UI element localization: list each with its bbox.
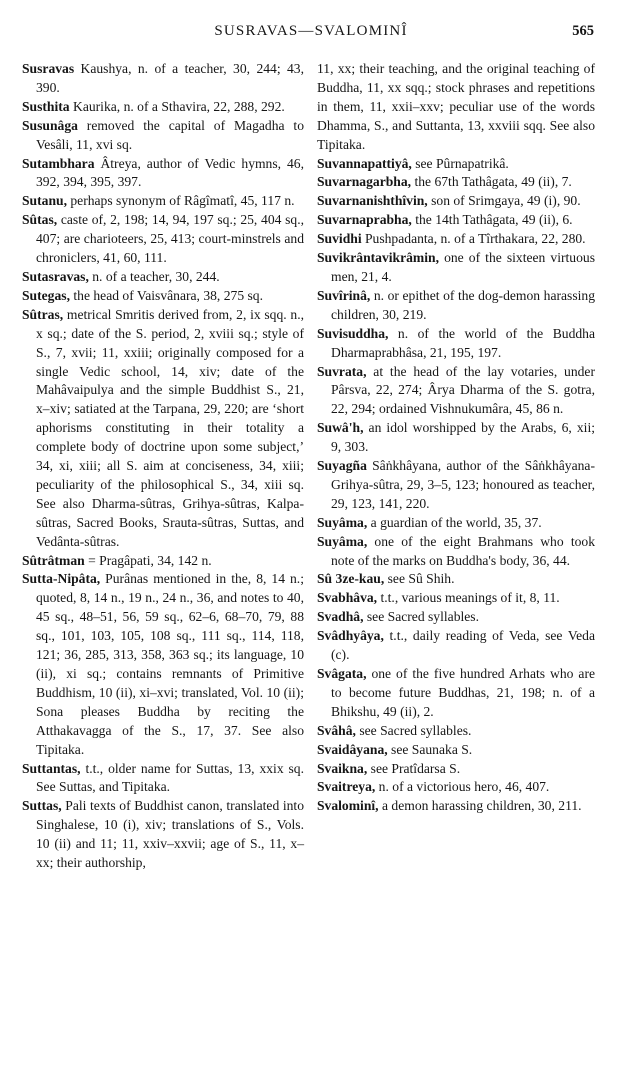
entry-text: one of the eight Brahmans who took note of the marks on Buddha's body, 36, 44. [331, 533, 595, 568]
index-entry [317, 665, 595, 722]
entry-text: an idol worshipped by the Arabs, 6, xii; 9, 303. [331, 420, 595, 455]
entry-headword: Svaitreya, [317, 779, 376, 795]
page-number: 565 [572, 23, 594, 39]
entry-text: caste of, 2, 198; 14, 94, 197 sq.; 25, 404 sq., 407; are charioteers, 25, 413; court-minstrels and chroniclers, 41, 60, 111. [36, 212, 304, 266]
entry-text: Pali texts of Buddhist canon, translated into Singhalese, 10 (i), xiv; translations of S., Vols. 10 (ii) and 11; 11, xxiv–xxvii; age of S., 11, x–xx; their authorship, [36, 798, 304, 871]
index-entry [22, 117, 304, 155]
entry-text: Kaurika, n. of a Sthavira, 22, 288, 292. [69, 98, 285, 114]
entry-headword: Sutta-Nipâta, [22, 571, 101, 587]
entry-headword: Svâdhyâya, [317, 628, 384, 644]
entry-text: Pushpadanta, n. of a Tîrthakara, 22, 280. [361, 231, 586, 247]
entry-headword: Sutambhara [22, 155, 95, 171]
index-entry [317, 514, 595, 533]
index-entry [317, 230, 595, 249]
entry-headword: Suwâ'h, [317, 420, 364, 436]
entry-text: n. of a victorious hero, 46, 407. [375, 779, 550, 795]
entry-text: see Sacred syllables. [363, 609, 479, 625]
entry-headword: Suvarnaprabha, [317, 212, 412, 228]
entry-headword: Suttas, [22, 798, 62, 814]
entry-headword: Suvisuddha, [317, 325, 389, 341]
entry-headword: Suvannapattiyâ, [317, 155, 412, 171]
index-entry [317, 533, 595, 571]
index-entry [317, 741, 595, 760]
index-entry [22, 60, 304, 98]
entry-text: the 67th Tathâgata, 49 (ii), 7. [411, 174, 572, 190]
entry-headword: Suyâma, [317, 533, 368, 549]
entry-headword: Suttantas, [22, 760, 81, 776]
entry-text: see Sacred syllables. [355, 722, 472, 738]
entry-text: = Pragâpati, 34, 142 n. [84, 552, 212, 568]
index-entry [22, 760, 304, 798]
entry-headword: Suvîrinâ, [317, 287, 371, 303]
index-entry [22, 268, 304, 287]
index-entry [317, 419, 595, 457]
entry-headword: Sû 3ze-kau, [317, 571, 385, 587]
entry-text: n. of the world of the Buddha Dharmaprabhâsa, 21, 195, 197. [331, 325, 595, 360]
entry-text: the 14th Tathâgata, 49 (ii), 6. [411, 212, 573, 228]
entry-headword: Suvidhi [317, 231, 362, 247]
entry-headword: Sutegas, [22, 287, 70, 303]
entry-text: see Sû Shih. [384, 571, 455, 587]
entry-text: metrical Smritis derived from, 2, ix sqq. n., x sq.; date of the S. period, 2, xviii sq.; style of S., 7, xvii; 11, xxiii; originally composed for a single Vedic school, 14, xiv; date of the Mahâvaipulya and the simple Buddhist S., 21, x–xiv; satiated at the Tarpana, 29, 220; are ‘short aphorisms constituting in their totality a complete body of doctrine upon some subject,’ 34, xi, xiii; all S. aim at conciseness, 34, xiii; peculiarity of the philosophical S., 34, xiii sq. See also Dharma-sûtras, Grihya-sûtras, Kalpa-sûtras, Sacred Books, Srauta-sûtras, Suttas, and Vedânta-sûtras. [36, 306, 304, 549]
entry-headword: Sûtras, [22, 306, 64, 322]
entry-text: Kaushya, n. of a teacher, 30, 244; 43, 390. [36, 61, 304, 95]
entry-text: a demon harassing children, 30, 211. [378, 798, 582, 814]
left-column [22, 60, 304, 873]
index-entry [317, 211, 595, 230]
index-entry [317, 608, 595, 627]
index-entry [317, 155, 595, 174]
index-entry [317, 192, 595, 211]
index-entry [22, 306, 304, 552]
entry-text: see Saunaka S. [387, 741, 473, 757]
index-entry [317, 627, 595, 665]
entry-headword: Suyagña [317, 458, 367, 474]
index-entry [317, 60, 595, 155]
index-entry [317, 589, 595, 608]
index-entry [317, 249, 595, 287]
index-entry [22, 211, 304, 268]
entry-headword: Suvikrântavikrâmin, [317, 250, 439, 266]
entry-headword: Svâhâ, [317, 722, 356, 738]
entry-headword: Sutanu, [22, 193, 67, 209]
index-entry [22, 552, 304, 571]
entry-text: the head of Vaisvânara, 38, 275 sq. [69, 287, 264, 303]
entry-text: a guardian of the world, 35, 37. [367, 514, 542, 530]
index-entry [22, 797, 304, 873]
entry-headword: Svâgata, [317, 666, 367, 681]
index-entry [317, 570, 595, 589]
running-title: SUSRAVAS—SVALOMINÎ [214, 23, 408, 39]
entry-text: removed the capital of Magadha to Vesâli, 11, xvi sq. [36, 117, 304, 152]
entry-headword: Svaidâyana, [317, 741, 388, 757]
entry-text: n. or epithet of the dog-demon harassing children, 30, 219. [331, 287, 595, 322]
index-entry [317, 325, 595, 363]
entry-text: one of the sixteen virtuous men, 21, 4. [331, 250, 595, 284]
entry-text: see Pûrnapatrikâ. [411, 155, 509, 171]
entry-text: Âtreya, author of Vedic hymns, 46, 392, 394, 395, 397. [36, 155, 304, 190]
entry-headword: Suvarnanishthîvin, [317, 193, 428, 209]
index-entry [22, 287, 304, 306]
entry-headword: Svalominî, [317, 798, 379, 814]
index-entry [22, 192, 304, 211]
entry-text: see Pratîdarsa S. [367, 760, 461, 776]
entry-text: at the head of the lay votaries, under Pârsva, 22, 274; Ârya Dharma of the S. gotra, 22, 294; ordained Vishnukumâra, 45, 86 n. [331, 363, 595, 417]
index-entry [317, 363, 595, 420]
index-entry [317, 760, 595, 779]
index-entry [22, 570, 304, 759]
entry-headword: Susthita [22, 98, 70, 114]
entry-headword: Susravas [22, 61, 75, 76]
entry-text: Sâṅkhâyana, author of the Sâṅkhâyana-Grihya-sûtra, 29, 3–5, 123; honoured as teacher, 29, 123, 141, 220. [331, 458, 595, 511]
index-entry [317, 778, 595, 797]
index-entry [22, 98, 304, 117]
entry-text: n. of a teacher, 30, 244. [88, 268, 220, 284]
entry-text: 11, xx; their teaching, and the original teaching of Buddha, 11, xx sqq.; stock phrases and repetitions in them, 11, xxii–xxv; peculiar use of the words Dhamma, S., and Suttanta, 13, xxviii sqq. See also Tipitaka. [317, 61, 595, 152]
entry-headword: Suvarnagarbha, [317, 174, 412, 190]
entry-text: t.t., various meanings of it, 8, 11. [377, 590, 560, 606]
entry-headword: Sûtrâtman [22, 552, 85, 568]
index-entry [317, 173, 595, 192]
entry-text: t.t., older name for Suttas, 13, xxix sq. See Suttas, and Tipitaka. [36, 760, 304, 795]
entry-text: Purânas mentioned in the, 8, 14 n.; quoted, 8, 14 n., 19 n., 24 n., 36, and notes to 40, 45 sq., 48–51, 56, 59 sq., 62–6, 68–70, 79, 88 sq., 101, 103, 105, 108 sq., 111 sq., 114, 118, 121; 36, 285, 313, 358, 363 sq.; its language, 10 (ii), xi sq.; contains remnants of Primitive Buddhism, 10 (ii), xi–xvi; translated, Vol. 10 (ii); Sona pleases Buddha by reciting the Atthakavagga of the S., 17, 37. See also Tipitaka. [36, 571, 304, 757]
entry-text: son of Srimgaya, 49 (i), 90. [427, 193, 581, 209]
entry-headword: Sûtas, [22, 212, 58, 228]
index-entry [317, 457, 595, 514]
entry-text: t.t., daily reading of Veda, see Veda (c). [331, 628, 595, 663]
page-header [0, 23, 622, 43]
entry-headword: Svaikna, [317, 760, 368, 776]
index-entry [317, 797, 595, 816]
right-column [317, 60, 595, 816]
index-entry [317, 287, 595, 325]
entry-text: perhaps synonym of Râgîmatî, 45, 117 n. [66, 193, 295, 209]
entry-headword: Svadhâ, [317, 609, 364, 625]
entry-headword: Sutasravas, [22, 268, 89, 284]
index-entry [22, 155, 304, 193]
entry-text: one of the five hundred Arhats who are to become future Buddhas, 21, 198; n. of a Bhikshu, 49 (ii), 2. [331, 666, 595, 719]
entry-headword: Suyâma, [317, 514, 368, 530]
index-entry [317, 722, 595, 741]
entry-headword: Susunâga [22, 117, 78, 133]
entry-headword: Suvrata, [317, 363, 367, 379]
entry-headword: Svabhâva, [317, 590, 378, 606]
